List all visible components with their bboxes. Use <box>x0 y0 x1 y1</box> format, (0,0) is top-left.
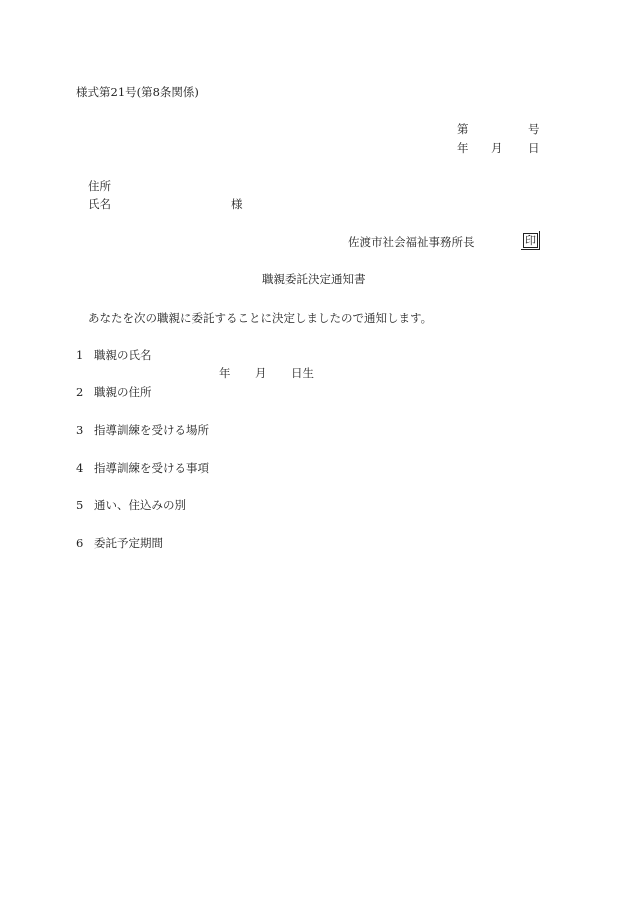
item-number: 5 <box>76 498 84 512</box>
item-number: 3 <box>76 423 84 437</box>
date-month-label: 月 <box>491 141 503 155</box>
birth-month-label: 月 <box>255 366 267 380</box>
item-number: 2 <box>76 385 84 399</box>
date-year-label: 年 <box>457 141 469 155</box>
item-number: 4 <box>76 461 84 475</box>
recipient-address-label: 住所 <box>88 179 111 193</box>
item-label-foster-parent-address: 職親の住所 <box>94 385 152 399</box>
issuer-name: 佐渡市社会福祉事務所長 <box>348 235 475 249</box>
date-day-label: 日 <box>528 141 540 155</box>
item-label-planned-period: 委託予定期間 <box>94 536 163 550</box>
birth-day-label: 日生 <box>291 366 314 380</box>
form-number: 様式第21号(第8条関係) <box>76 85 199 99</box>
item-number: 6 <box>76 536 84 550</box>
recipient-honorific: 様 <box>231 197 243 211</box>
document-number-suffix: 号 <box>528 122 540 136</box>
seal-stamp: 印 <box>525 234 536 247</box>
recipient-name-label: 氏名 <box>88 197 111 211</box>
item-number: 1 <box>76 348 84 362</box>
birth-year-label: 年 <box>219 366 231 380</box>
document-number-prefix: 第 <box>457 122 469 136</box>
document-title: 職親委託決定通知書 <box>262 272 366 286</box>
item-label-commute-or-live-in: 通い、住込みの別 <box>94 498 186 512</box>
body-text: あなたを次の職親に委託することに決定しましたので通知します。 <box>88 311 433 325</box>
item-label-foster-parent-name: 職親の氏名 <box>94 348 152 362</box>
item-label-training-subjects: 指導訓練を受ける事項 <box>94 461 209 475</box>
item-label-training-place: 指導訓練を受ける場所 <box>94 423 209 437</box>
